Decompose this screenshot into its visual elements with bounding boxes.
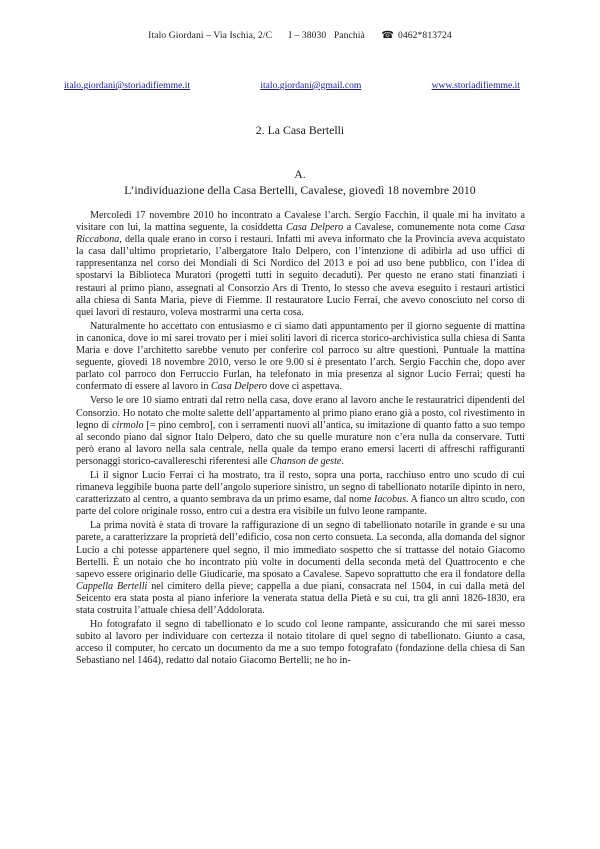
body-text [76, 210, 525, 669]
text-run: . A fianco un altro scudo, con parte del colore originale rosso, entro cui a destra era visibile un fulvo leone rampante. [76, 494, 525, 518]
italic-run: Casa Delpero [210, 381, 268, 393]
text-run: dove ci aspettava. [267, 381, 342, 393]
italic-run: Cappella Bertelli [76, 580, 148, 592]
text-run: Lì il signor Lucio Ferrai ci ha mostrato, tra il resto, sopra una porta, racchiuso entro uno scudo di cui rimaneva leggibile buona parte dell’angolo superiore sinistro, un segno di tabellionato notarile dipinto in nero, caratterizzato al centro, a quanto sembrava da un primo esame, dal nome [76, 469, 525, 506]
text-run: nel cimitero della pieve; cappella a due piani, consacrata nel 1504, in cui dalla metà del Seicento era stata posta al piano inferiore la venerata statua della Pietà e su cui, tra gli anni 1826-1830, era stata costruita l’attuale chiesa dell’Addolorata. [76, 580, 525, 616]
text-run: , della quale erano in corso i restauri. Infatti mi aveva informato che la Provincia aveva acquistato la casa dall’ultimo proprietario, l’albergatore Italo Delpero, con l’intenzione di adibirla ad uso uffici di rappresentanza nel corso dei Mondiali di Sci Nordico del 2013 e poi ad uso bene pubblico, con l’idea di spostarvi la Biblioteca Muratori (progetti tutti in seguito decaduti). Per questo ne erano stati finanziati i restauri al primo piano, assegnati al Consorzio Ars di Trento, lo stesso che aveva eseguito i restauri artistici alla chiesa di Santa Maria, pieve di Fiemme. Il restauratore Lucio Ferrai, che avevo conosciuto nel corso di quei lavori di restauro, voleva mostrarmi una certa cosa. [76, 234, 525, 318]
italic-run: Chanson de geste [269, 455, 342, 467]
email-link-storiadifiemme[interactable]: italo.giordani@storiadifiemme.it [64, 80, 191, 91]
text-run: Verso le ore 10 siamo entrati dal retro nella casa, dove erano al lavoro anche le restauratrici dipendenti del Consorzio. Ho notato che molte salette dell’appartamento al primo piano erano già a posto, col rivestimento in legno di [76, 395, 525, 431]
text-run: Naturalmente ho accettato con entusiasmo e ci siamo dati appuntamento per il giorno seguente di mattina in canonica, dove io mi sarei trovato per i miei soliti lavori di ricerca storico-archivistica sulla chiesa di Santa Maria e dove l’architetto sarebbe venuto per conferire col parroco su altre questioni. Puntuale la mattina seguente, giovedì 18 novembre 2010, verso le ore 9.00 si è presentato l’arch. Sergio Facchin che, dopo aver parlato col parroco don Ferruccio Furlan, ha telefonato in mia presenza al signor Lucio Ferrai; questi ha confermato di essere al lavoro in [76, 320, 525, 393]
text-run: . [341, 455, 344, 467]
author-address: Italo Giordani – Via Ischia, 2/C [148, 30, 273, 41]
text-run: [= pino cembro], con i serramenti nuovi all’antica, su imitazione di quanto fatto a suo tempo al secondo piano dal signor Italo Delpero, dato che su quelle murature non c’era nulla da conservare. Tutti però erano al lavoro nella sala centrale, nella quale da tempo erano emersi lacerti di affreschi raffiguranti personaggi storico-cavallereschi riferentesi alle [76, 419, 525, 467]
body-paragraph [76, 321, 525, 394]
body-paragraph [76, 210, 525, 319]
town: Panchià [333, 30, 365, 41]
postal-code: I – 38030 [288, 30, 327, 41]
text-run: Mercoledì 17 novembre 2010 ho incontrato a Cavalese l’arch. Sergio Facchin, il quale mi ha invitato a visitare con lui, la mattina seguente, la cosiddetta [76, 210, 525, 234]
email-link-gmail[interactable]: italo.giordani@gmail.com [260, 80, 362, 91]
section-title: 2. La Casa Bertelli [255, 123, 345, 137]
body-paragraph [76, 619, 525, 667]
website-link[interactable]: www.storiadifiemme.it [431, 80, 520, 91]
phone-number: 0462*813724 [397, 30, 452, 41]
text-run: a Cavalese, comunemente nota come [343, 222, 505, 234]
body-paragraph [76, 520, 525, 617]
body-paragraph [76, 395, 525, 468]
text-run: Ho fotografato il segno di tabellionato e lo scudo col leone rampante, assicurando che mi sarei messo subito al lavoro per individuare con certezza il notaio titolare di quel segno di tabellionato. Giunto a casa, acceso il computer, ho cercato un documento da me a suo tempo fotografato (fondazione della chiesa di San Sebastiano nel 1464), redatto dal notaio Giacomo Bertelli; ne ho in- [76, 619, 525, 667]
body-paragraph [76, 470, 525, 518]
subsection-letter: A. [294, 167, 306, 181]
italic-run: cirmolo [112, 419, 144, 431]
text-run: La prima novità è stata di trovare la raffigurazione di un segno di tabellionato notarile in grande e su una parete, a caratterizzare la proprietà dell’edificio, cosa non certo consueta. La seconda, alla domanda del signor Lucio a chi potesse appartenere quel segno, il mio immediato sospetto che si trattasse del notaio Giacomo Bertelli. È un notaio che ho incontrato più volte in documenti della seconda metà del Quattrocento e che sapevo essere originario delle Giudicarie, ma sposato a Cavalese. Sapevo soprattutto che era il fondatore della [76, 520, 525, 580]
telephone-icon: ☎ [381, 30, 394, 41]
contact-links [64, 80, 520, 91]
letterhead [0, 30, 600, 41]
italic-run: Casa Riccabona [76, 222, 525, 246]
italic-run: Iacobus [373, 494, 407, 506]
subsection-title: L’individuazione della Casa Bertelli, Cavalese, giovedì 18 novembre 2010 [124, 183, 476, 197]
italic-run: Casa Delpero [286, 222, 344, 234]
